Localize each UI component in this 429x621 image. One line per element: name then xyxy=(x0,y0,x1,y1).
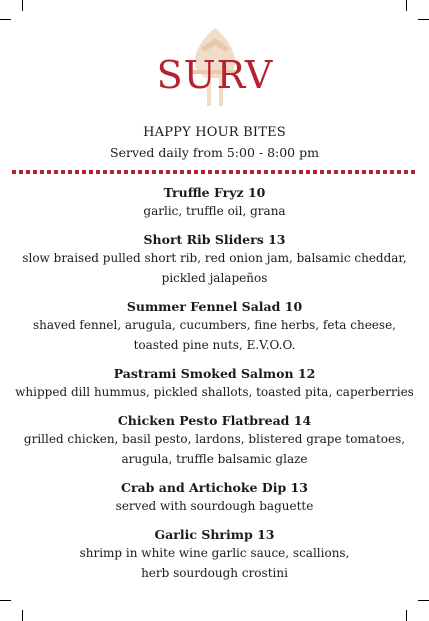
menu-items xyxy=(0,184,429,593)
menu-item xyxy=(0,365,429,402)
menu-item-description: toasted pine nuts, E.V.O.O. xyxy=(133,338,296,352)
menu-title: HAPPY HOUR BITES xyxy=(143,125,286,140)
crop-mark-bottom-right-h xyxy=(418,600,429,601)
menu-item-description: whipped dill hummus, pickled shallots, toasted pita, caperberries xyxy=(15,385,414,399)
menu-item xyxy=(0,479,429,516)
menu-item-name: Truffle Fryz 10 xyxy=(163,185,266,200)
menu-item-description: herb sourdough crostini xyxy=(141,566,288,580)
menu-item-description: shrimp in white wine garlic sauce, scallions, xyxy=(79,546,350,560)
menu-item-name: Crab and Artichoke Dip 13 xyxy=(121,480,308,495)
menu-item-name: Short Rib Sliders 13 xyxy=(143,232,286,247)
brand-name: SURV xyxy=(156,53,273,97)
crop-mark-bottom-left-h xyxy=(0,600,11,601)
menu-item-description: grilled chicken, basil pesto, lardons, blistered grape tomatoes, xyxy=(23,432,406,446)
brand-logo xyxy=(0,26,429,110)
dotted-divider xyxy=(12,170,417,174)
menu-item xyxy=(0,526,429,583)
menu-header xyxy=(0,124,429,162)
crop-mark-top-left-v xyxy=(22,0,23,11)
menu-item xyxy=(0,412,429,469)
menu-item-description: shaved fennel, arugula, cucumbers, fine herbs, feta cheese, xyxy=(33,318,396,332)
crop-mark-bottom-right-v xyxy=(406,610,407,621)
menu-item-description: arugula, truffle balsamic glaze xyxy=(121,452,308,466)
menu-item-name: Pastrami Smoked Salmon 12 xyxy=(113,366,316,381)
menu-subtitle: Served daily from 5:00 - 8:00 pm xyxy=(110,145,319,160)
menu-item-description: garlic, truffle oil, grana xyxy=(143,204,286,218)
menu-item xyxy=(0,298,429,355)
menu-item-name: Garlic Shrimp 13 xyxy=(154,527,275,542)
logo-svg xyxy=(145,26,285,110)
menu-item xyxy=(0,184,429,221)
menu-item-name: Summer Fennel Salad 10 xyxy=(126,299,303,314)
crop-mark-top-right-h xyxy=(418,19,429,20)
menu-item-description: slow braised pulled short rib, red onion jam, balsamic cheddar, xyxy=(22,251,407,265)
crop-mark-top-right-v xyxy=(406,0,407,11)
menu-item-description: pickled jalapeños xyxy=(161,271,268,285)
menu-item-name: Chicken Pesto Flatbread 14 xyxy=(117,413,312,428)
menu-item-description: served with sourdough baguette xyxy=(115,499,314,513)
crop-mark-top-left-h xyxy=(0,19,11,20)
crop-mark-bottom-left-v xyxy=(22,610,23,621)
menu-item xyxy=(0,231,429,288)
